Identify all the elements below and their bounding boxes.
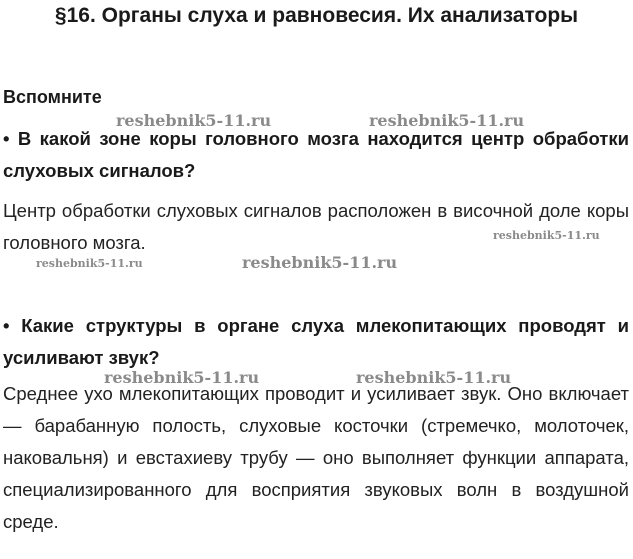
watermark: reshebnik5-11.ru	[116, 111, 272, 130]
question-2: • Какие структуры в органе слуха млекопитающих проводят и усиливают звук?	[3, 315, 629, 368]
watermark: reshebnik5-11.ru	[104, 368, 260, 387]
watermark: reshebnik5-11.ru	[36, 257, 143, 270]
answer-1: Центр обработки слуховых сигналов расположен в височной доле коры головного мозга.	[3, 200, 629, 253]
watermark: reshebnik5-11.ru	[356, 368, 512, 387]
watermark: reshebnik5-11.ru	[242, 253, 398, 272]
question-1: • В какой зоне коры головного мозга находится центр обработки слуховых сигналов?	[3, 128, 629, 181]
section-label: Вспомните	[3, 87, 102, 107]
watermark: reshebnik5-11.ru	[369, 111, 525, 130]
answer-2: Среднее ухо млекопитающих проводит и усиливает звук. Оно включает — барабанную полость, слуховые косточки (стремечко, молоточек, наковальня) и евстахиеву трубу — оно выполняет функции аппарата, специализированного для восприятия звуковых волн в воздушной среде.	[3, 383, 629, 532]
page-title: §16. Органы слуха и равновесия. Их анализаторы	[54, 4, 579, 27]
watermark: reshebnik5-11.ru	[493, 229, 600, 242]
